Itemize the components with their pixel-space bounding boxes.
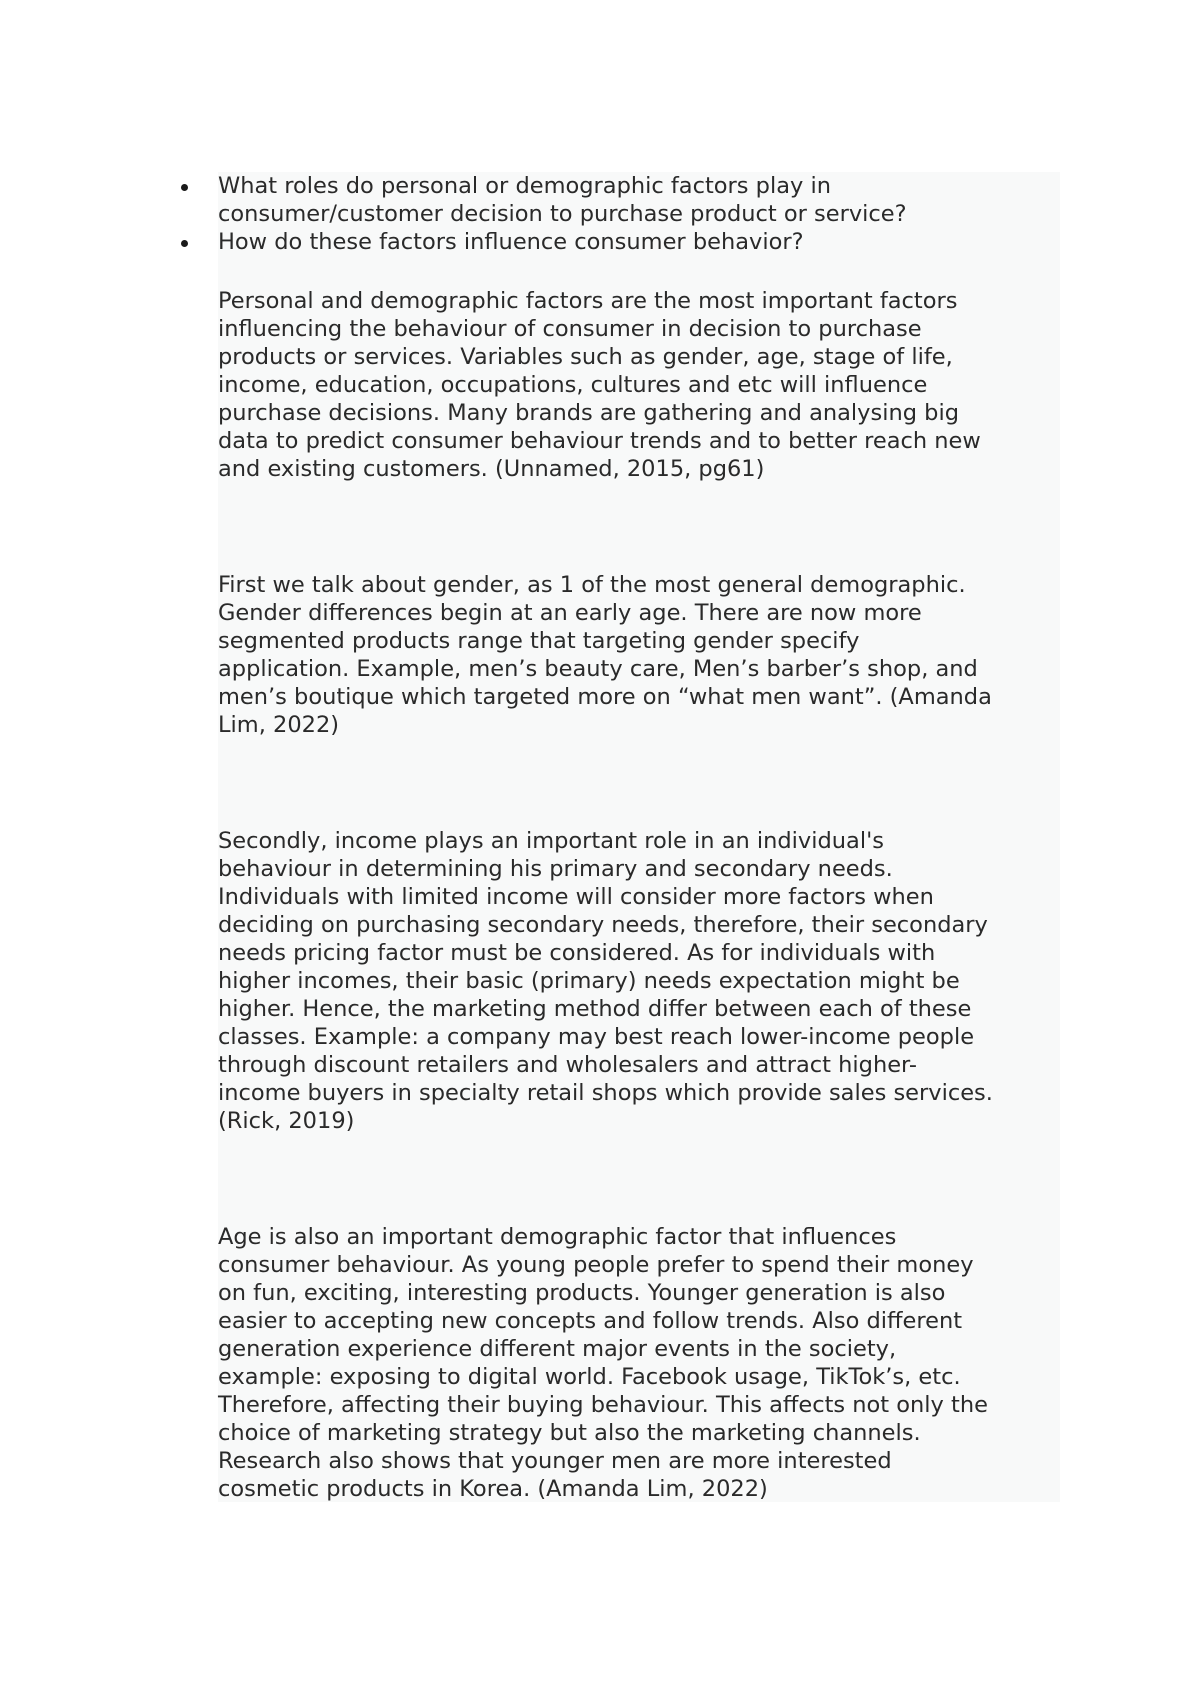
question-item-2: How do these factors influence consumer behavior? [176, 228, 1056, 256]
paragraph-age: Age is also an important demographic factor that influences consumer behaviour. As young people prefer to spend their money on fun, exciting, interesting products. Younger generation is also easier to accepting new concepts and follow trends. Also different generation experience different major events in the society, example: exposing to digital world. Facebook usage, TikTok’s, etc. Therefore, affecting their buying behaviour. This affects not only the choice of marketing strategy but also the marketing channels. Research also shows that younger men are more interested cosmetic products in Korea. (Amanda Lim, 2022) [218, 1224, 988, 1502]
question-list [176, 172, 1056, 256]
question-list-container [176, 172, 1056, 256]
paragraph-income: Secondly, income plays an important role in an individual's behaviour in determining his primary and secondary needs. Individuals with limited income will consider more factors when deciding on purchasing secondary needs, therefore, their secondary needs pricing factor must be considered. As for individuals with higher incomes, their basic (primary) needs expectation might be higher. Hence, the marketing method differ between each of these classes. Example: a company may best reach lower-income people through discount retailers and wholesalers and attract higher- income buyers in specialty retail shops which provide sales services. (Rick, 2019) [218, 828, 993, 1134]
paragraph-gender: First we talk about gender, as 1 of the most general demographic. Gender differences begin at an early age. There are now more segmented products range that targeting gender specify application. Example, men’s beauty care, Men’s barber’s shop, and men’s boutique which targeted more on “what men want”. (Amanda Lim, 2022) [218, 572, 992, 738]
question-item-1: What roles do personal or demographic factors play in consumer/customer decision to purchase product or service? [176, 172, 1056, 228]
paragraph-intro: Personal and demographic factors are the most important factors influencing the behaviour of consumer in decision to purchase products or services. Variables such as gender, age, stage of life, income, education, occupations, cultures and etc will influence purchase decisions. Many brands are gathering and analysing big data to predict consumer behaviour trends and to better reach new and existing customers. (Unnamed, 2015, pg61) [218, 288, 981, 482]
